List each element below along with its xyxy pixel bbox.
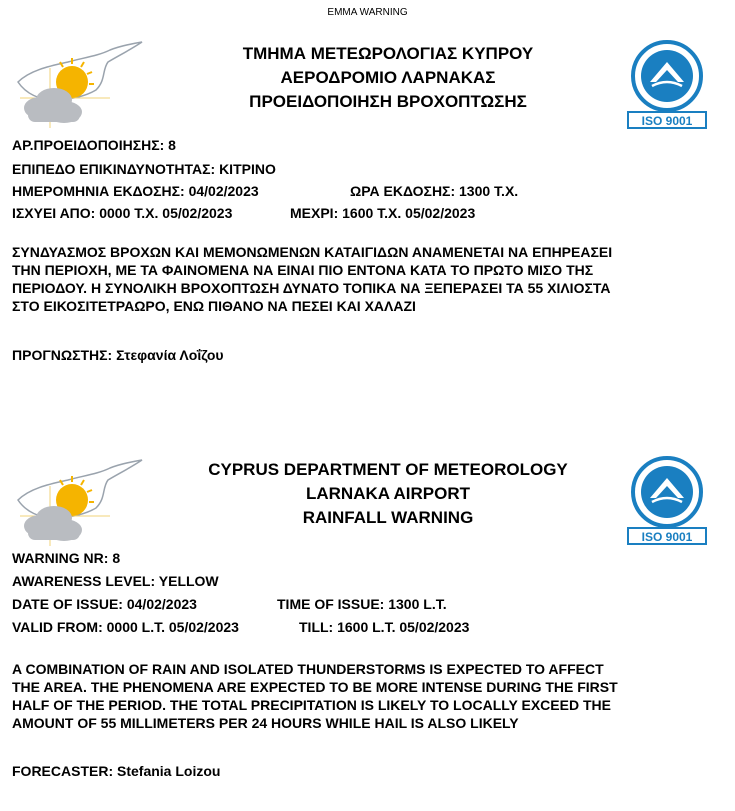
greek-title-block — [160, 42, 616, 114]
greek-forecaster: ΠΡΟΓΝΩΣΤΗΣ: Στεφανία Λοΐζου — [12, 347, 224, 363]
greek-validity-row — [12, 205, 476, 221]
greek-issue-row — [12, 183, 519, 199]
english-awareness-level: AWARENESS LEVEL: YELLOW — [12, 573, 219, 589]
greek-date-of-issue: ΗΜΕΡΟΜΗΝΙΑ ΕΚΔΟΣΗΣ: 04/02/2023 — [12, 183, 259, 199]
iso-label: ISO 9001 — [641, 114, 693, 128]
english-forecaster: FORECASTER: Stefania Loizou — [12, 763, 221, 779]
greek-awareness-level: ΕΠΙΠΕΔΟ ΕΠΙΚΙΝΔΥΝΟΤΗΤΑΣ: ΚΙΤΡΙΝΟ — [12, 161, 276, 177]
english-validity-row — [12, 619, 470, 635]
english-issue-row — [12, 596, 447, 612]
english-valid-from: VALID FROM: 0000 L.T. 05/02/2023 — [12, 619, 239, 635]
english-warning-number: WARNING NR: 8 — [12, 550, 121, 566]
english-date-of-issue: DATE OF ISSUE: 04/02/2023 — [12, 596, 197, 612]
greek-warning-text: ΣΥΝΔΥΑΣΜΟΣ ΒΡΟΧΩΝ ΚΑΙ ΜΕΜΟΝΩΜΕΝΩΝ ΚΑΤΑΙΓΙΔΩΝ ΑΝΑΜΕΝΕΤΑΙ ΝΑ ΕΠΗΡΕΑΣΕΙ ΤΗΝ ΠΕΡΙΟΧΗ, ΜΕ ΤΑ ΦΑΙΝΟΜΕΝΑ ΝΑ ΕΙΝΑΙ ΠΙΟ ΕΝΤΟΝΑ ΚΑΤΑ ΤΟ ΠΡΩΤΟ ΜΙΣΟ ΤΗΣ ΠΕΡΙΟΔΟΥ. Η ΣΥΝΟΛΙΚΗ ΒΡΟΧΟΠΤΩΣΗ ΔΥΝΑΤΟ ΤΟΠΙΚΑ ΝΑ ΞΕΠΕΡΑΣΕΙ ΤΑ 55 ΧΙΛΙΟΣΤΑ ΣΤΟ ΕΙΚΟΣΙΤΕΤΡΑΩΡΟ, ΕΝΩ ΠΙΘΑΝΟ ΝΑ ΠΕΣΕΙ ΚΑΙ ΧΑΛΑΖΙ — [12, 244, 613, 314]
english-warning-text: A COMBINATION OF RAIN AND ISOLATED THUNDERSTORMS IS EXPECTED TO AFFECT THE AREA. THE PHENOMENA ARE EXPECTED TO BE MORE INTENSE DURING THE FIRST HALF OF THE PERIOD. THE TOTAL PRECIPITATION IS LIKELY TO LOCALLY EXCEED THE AMOUNT OF 55 MILLIMETERS PER 24 HOURS WHILE HAIL IS ALSO LIKELY — [12, 661, 618, 731]
english-time-of-issue: TIME OF ISSUE: 1300 L.T. — [277, 596, 447, 612]
iso-9001-badge — [622, 38, 712, 130]
english-title-line-2: LARNAKA AIRPORT — [305, 484, 470, 503]
greek-time-of-issue: ΩΡΑ ΕΚΔΟΣΗΣ: 1300 Τ.Χ. — [350, 183, 519, 199]
english-warning-section — [0, 418, 735, 811]
met-office-weather-logo — [10, 40, 145, 130]
greek-valid-till: ΜΕΧΡΙ: 1600 Τ.Χ. 05/02/2023 — [290, 205, 476, 221]
iso-label: ISO 9001 — [641, 530, 693, 544]
greek-valid-from: ΙΣΧΥΕΙ ΑΠΟ: 0000 Τ.Χ. 05/02/2023 — [12, 205, 233, 221]
met-office-weather-logo — [10, 458, 145, 548]
greek-warning-section — [0, 0, 735, 400]
english-valid-till: TILL: 1600 L.T. 05/02/2023 — [299, 619, 470, 635]
greek-warning-number: ΑΡ.ΠΡΟΕΙΔΟΠΟΙΗΣΗΣ: 8 — [12, 137, 176, 153]
english-title-line-1: CYPRUS DEPARTMENT OF METEOROLOGY — [208, 460, 568, 479]
greek-title-line-2: ΑΕΡΟΔΡΟΜΙΟ ΛΑΡΝΑΚΑΣ — [280, 68, 496, 87]
greek-title-line-3: ΠΡΟΕΙΔΟΠΟΙΗΣΗ ΒΡΟΧΟΠΤΩΣΗΣ — [249, 92, 527, 111]
greek-title-line-1: ΤΜΗΜΑ ΜΕΤΕΩΡΟΛΟΓΙΑΣ ΚΥΠΡΟΥ — [242, 44, 534, 63]
english-title-block — [160, 458, 616, 530]
iso-9001-badge — [622, 454, 712, 546]
emma-warning-label: EMMA WARNING — [327, 7, 408, 18]
english-title-line-3: RAINFALL WARNING — [302, 508, 474, 527]
